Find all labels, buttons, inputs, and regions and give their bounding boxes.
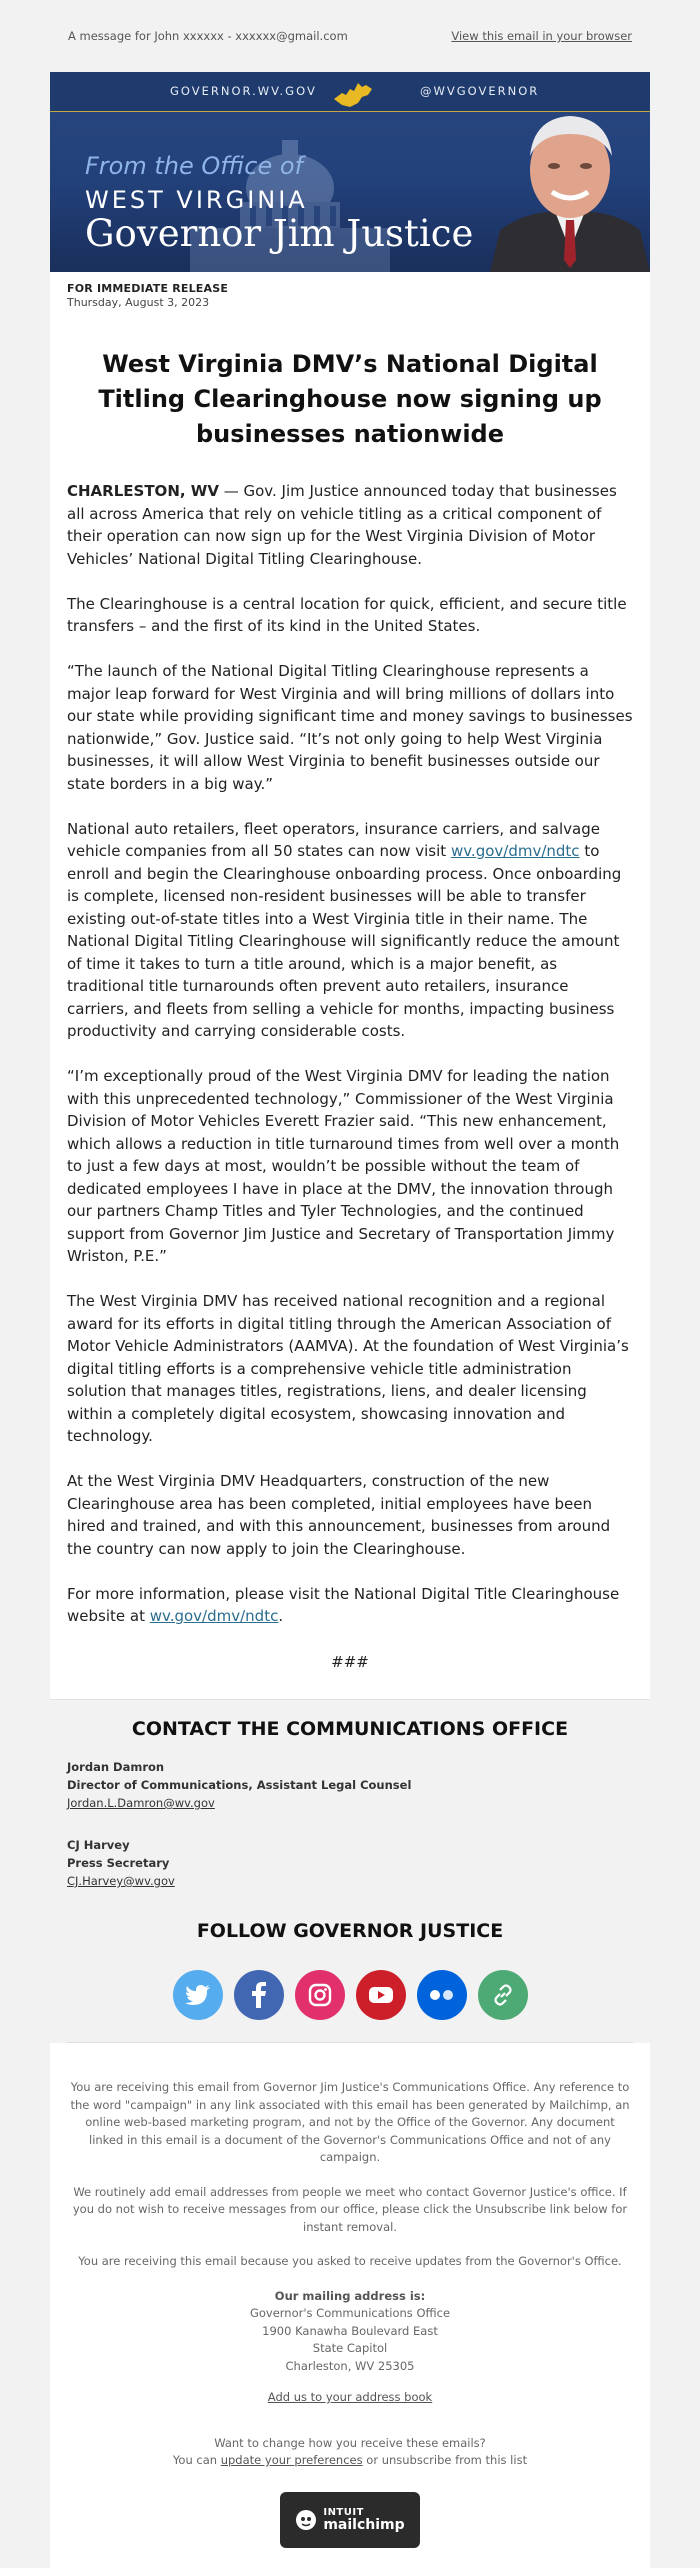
social-handle: @WVGOVERNOR bbox=[420, 84, 540, 98]
header-banner bbox=[50, 72, 650, 272]
unsubscribe-text: or unsubscribe from this list bbox=[362, 2453, 528, 2467]
paragraph-1-text: — Gov. Jim Justice announced today that businesses all across America that rely on vehicle titling as a critical component of their operation can now sign up for the West Virginia Division of Motor Vehicles’ National Digital Titling Clearinghouse. bbox=[67, 482, 617, 568]
badge-intuit-label: INTUIT bbox=[323, 2507, 364, 2518]
banner-from-line: From the Office of bbox=[85, 152, 303, 180]
contact-list bbox=[50, 1758, 650, 1890]
site-label: GOVERNOR.WV.GOV bbox=[170, 84, 317, 98]
preferences-block bbox=[67, 2435, 633, 2470]
release-tag: FOR IMMEDIATE RELEASE bbox=[67, 282, 229, 295]
footer bbox=[50, 2043, 650, 2568]
twitter-icon[interactable] bbox=[173, 1970, 223, 2020]
address-line: State Capitol bbox=[312, 2341, 388, 2355]
facebook-icon[interactable] bbox=[234, 1970, 284, 2020]
address-line: Charleston, WV 25305 bbox=[285, 2358, 415, 2373]
banner-state-line: WEST VIRGINIA bbox=[85, 186, 308, 214]
paragraph-8 bbox=[67, 1583, 633, 1628]
dateline: CHARLESTON, WV bbox=[67, 482, 219, 500]
contact-person bbox=[67, 1758, 633, 1812]
youtube-icon[interactable] bbox=[356, 1970, 406, 2020]
social-links bbox=[50, 1970, 650, 2042]
paragraph-6: The West Virginia DMV has received national recognition and a regional award for its efforts in digital titling through the American Association of Motor Vehicle Administrators (AAMVA). At the foundation of West Virginia’s digital titling efforts is a comprehensive vehicle title administration solution that manages titles, registrations, liens, and dealer licensing within a completely digital ecosystem, showcasing innovation and technology. bbox=[67, 1292, 629, 1445]
address-line: Governor's Communications Office bbox=[249, 2306, 451, 2320]
mailing-address-label: Our mailing address is: bbox=[274, 2288, 426, 2303]
footer-notice-unsubscribe: We routinely add email addresses from people we meet who contact Governor Justice's office. If you do not wish to receive messages from our office, please click the Unsubscribe link below for instant removal. bbox=[72, 2184, 628, 2234]
banner-governor-line: Governor Jim Justice bbox=[85, 212, 474, 255]
end-mark: ### bbox=[331, 1653, 369, 1671]
flickr-icon[interactable] bbox=[417, 1970, 467, 2020]
contact-title: CONTACT THE COMMUNICATIONS OFFICE bbox=[131, 1718, 569, 1740]
follow-title: FOLLOW GOVERNOR JUSTICE bbox=[196, 1920, 504, 1942]
paragraph-8-lead: For more information, please visit the National Digital Title Clearinghouse website at bbox=[67, 1584, 620, 1625]
view-in-browser-link[interactable]: View this email in your browser bbox=[451, 29, 632, 43]
paragraph-4-rest: to enroll and begin the Clearinghouse onboarding process. Once onboarding is complete, licensed non-resident businesses will be able to transfer existing out-of-state titles into a West Virginia title in their name. The National Digital Titling Clearinghouse will significantly reduce the amount of time it takes to turn a title around, which is a major benefit, as traditional title turnarounds often prevent auto retailers, insurance carriers, and fleets from selling a vehicle for months, impacting business productivity and carrying considerable costs. bbox=[67, 842, 622, 1040]
contact-name: CJ Harvey bbox=[67, 1838, 130, 1852]
paragraph-4-lead: National auto retailers, fleet operators, insurance carriers, and salvage vehicle companies from all 50 states can now visit bbox=[67, 819, 600, 860]
change-line: Want to change how you receive these emails? bbox=[214, 2435, 486, 2450]
release-date: Thursday, August 3, 2023 bbox=[67, 296, 210, 309]
contact-person bbox=[67, 1836, 633, 1890]
contact-role: Director of Communications, Assistant Legal Counsel bbox=[67, 1778, 412, 1792]
contact-name: Jordan Damron bbox=[67, 1760, 165, 1774]
email-container bbox=[50, 72, 650, 1699]
paragraph-2: The Clearinghouse is a central location for quick, efficient, and secure title transfers – and the first of its kind in the United States. bbox=[67, 594, 627, 635]
mailing-address bbox=[67, 2288, 633, 2376]
update-preferences-link[interactable]: update your preferences bbox=[220, 2453, 363, 2467]
contact-email-link[interactable]: CJ.Harvey@wv.gov bbox=[67, 1874, 175, 1888]
wv-state-map-icon bbox=[332, 79, 374, 109]
ndtc-link[interactable]: wv.gov/dmv/ndtc bbox=[450, 842, 580, 860]
mailchimp-badge[interactable] bbox=[280, 2492, 420, 2548]
you-can-text: You can bbox=[172, 2453, 221, 2467]
paragraph-8-end: . bbox=[278, 1607, 284, 1625]
recipient-line: A message for John xxxxxx - xxxxxx@gmail.com bbox=[68, 29, 348, 43]
paragraph-7: At the West Virginia DMV Headquarters, construction of the new Clearinghouse area has been completed, initial employees have been hired and trained, and with this announcement, businesses from around the country can now apply to join the Clearinghouse. bbox=[67, 1472, 611, 1558]
contact-email-link[interactable]: Jordan.L.Damron@wv.gov bbox=[67, 1796, 215, 1810]
instagram-icon[interactable] bbox=[295, 1970, 345, 2020]
link-icon[interactable] bbox=[478, 1970, 528, 2020]
contact-role: Press Secretary bbox=[67, 1856, 170, 1870]
mailchimp-logo-icon bbox=[295, 2509, 317, 2531]
paragraph-3: “The launch of the National Digital Titling Clearinghouse represents a major leap forward for West Virginia and will bring millions of dollars into our state while providing significant time and money savings to businesses nationwide,” Gov. Justice said. “It’s not only going to help West Virginia businesses, it will allow West Virginia to benefit businesses outside our state borders in a big way.” bbox=[67, 662, 633, 793]
article-body bbox=[50, 480, 650, 1699]
footer-notice-campaign: You are receiving this email from Governor Jim Justice's Communications Office. Any reference to the word "campaign" in any link associated with this email has been generated by Mailchimp, an online web-based marketing program, and not by the Office of the Governor. Any document linked in this email is a document of the Governor's Communications Office and not of any campaign. bbox=[70, 2080, 630, 2164]
badge-mailchimp-label: mailchimp bbox=[323, 2517, 405, 2533]
add-to-address-book-link[interactable]: Add us to your address book bbox=[267, 2390, 433, 2404]
release-info bbox=[50, 272, 650, 309]
address-line: 1900 Kanawha Boulevard East bbox=[262, 2323, 438, 2338]
paragraph-5: “I’m exceptionally proud of the West Virginia DMV for leading the nation with this unprecedented technology,” Commissioner of the West Virginia Division of Motor Vehicles Everett Frazier said. “This new enhancement, which allows a reduction in title turnaround times from well over a month to just a few days at most, wouldn’t be possible without the team of dedicated employees I have in place at the DMV, the innovation through our partners Champ Titles and Tyler Technologies, and the continued support from Governor Jim Justice and Secretary of Transportation Jimmy Wriston, P.E.” bbox=[67, 1067, 620, 1265]
page-title: West Virginia DMV’s National Digital Titling Clearinghouse now signing up businesses nationwide bbox=[98, 350, 602, 448]
footer-notice-reason: You are receiving this email because you asked to receive updates from the Governor's Office. bbox=[78, 2254, 622, 2268]
governor-portrait bbox=[490, 100, 650, 272]
preheader bbox=[0, 0, 700, 72]
ndtc-website-link[interactable]: wv.gov/dmv/ndtc bbox=[149, 1607, 279, 1625]
paragraph-1 bbox=[67, 480, 633, 570]
paragraph-4 bbox=[67, 818, 633, 1043]
